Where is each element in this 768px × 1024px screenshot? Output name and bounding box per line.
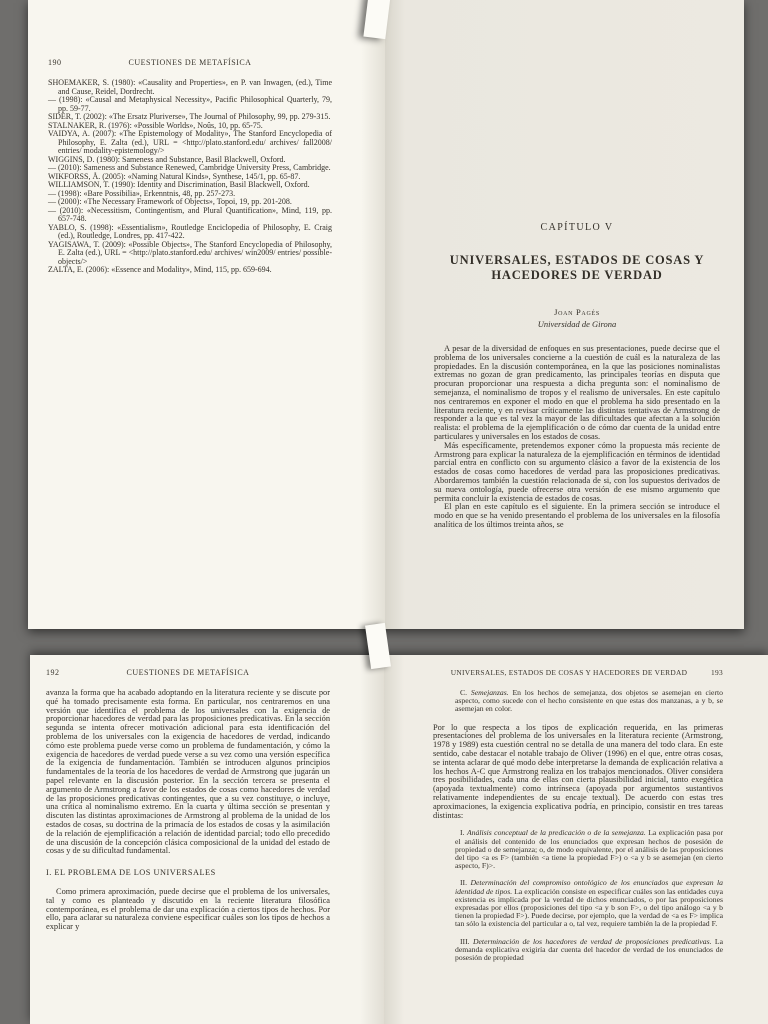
running-head-title: CUESTIONES DE METAFÍSICA: [126, 668, 250, 677]
chapter-title: UNIVERSALES, ESTADOS DE COSAS Y HACEDORES DE VERDAD: [449, 253, 705, 282]
running-head-193: [433, 668, 723, 677]
reference-entry: WILLIAMSON, T. (1990): Identity and Discrimination, Basil Blackwell, Oxford.: [48, 180, 310, 189]
page-number-193: 193: [711, 668, 723, 677]
task-text: La explicación consiste en especificar cuáles son las entidades cuya existencia es implicada por la verdad de dichos enunciados, o por las proposiciones expresadas por ellos (proposiciones del tipo <a y b son F>, o del tipo análogo <a y b tienen la propiedad F>). Puede decirse, por ejemplo, que la verdad de <a es F> implica tan sólo la existencia del particular a o, tal vez, requiere también la de la propiedad F.: [455, 886, 723, 929]
task-text: La demanda explicativa exigiría dar cuenta del hacedor de verdad de los enunciados de posesión de propiedad: [455, 936, 723, 963]
page-spread-bottom: [30, 655, 768, 1024]
paragraph: El plan en este capítulo es el siguiente. En la primera sección se introduce el modo en que se ha venido presentando el problema de los universales en la filosofía analítica de los últimos treinta años, se: [434, 502, 720, 529]
task-number: II.: [460, 878, 468, 888]
reference-entry: ZALTA, E. (2006): «Essence and Modality», Mind, 115, pp. 659-694.: [48, 265, 272, 274]
page-192-body: [46, 689, 330, 932]
item-lead: Semejanzas.: [470, 688, 509, 697]
author-affiliation: Universidad de Girona: [537, 319, 617, 329]
reference-entry: — (1998): «Bare Possibilia», Erkenntnis, 48, pp. 257-273.: [48, 188, 236, 198]
reference-entry: YAGISAWA, T. (2009): «Possible Objects», The Stanford Encyclopedia of Philosophy, E. Zalta (ed.), URL = <http://plato.stanford.edu/ archives/ win2009/ entries/ possible-objects/>: [48, 239, 332, 266]
running-head-title: UNIVERSALES, ESTADOS DE COSAS Y HACEDORES DE VERDAD: [450, 668, 688, 677]
page-number-190: 190: [48, 58, 62, 67]
author-name: Joan Pagés: [554, 307, 600, 317]
item-text: En los hechos de semejanza, dos objetos se asemejan en cierto aspecto, como sucede con el hecho consistente en que estas dos manzanas, a y b, se asemejan en color.: [455, 688, 724, 714]
running-head-title: CUESTIONES DE METAFÍSICA: [128, 58, 252, 67]
page-193: [384, 655, 768, 1024]
task-text: La explicación pasa por el análisis del contenido de los enunciados que expresan hechos de posesión de propiedad o de semejanza; o, de modo equivalente, por el análisis de las proposiciones del tipo <a es F> (también <a tiene la propiedad F>) o <a y b se asemejan (en cierto aspecto, F)>.: [455, 828, 724, 871]
reference-entry: VAIDYA, A. (2007): «The Epistemology of Modality», The Stanford Encyclopedia of Philosophy, E. Zalta (ed.), URL = <http://plato.stanford.edu/ archives/ fall2008/ entries/ modality-epistemology/>: [48, 129, 332, 155]
reference-entry: — (2010): Sameness and Substance Renewed, Cambridge University Press, Cambridge.: [48, 163, 331, 172]
running-head-192: [46, 668, 330, 677]
section-heading: I. EL PROBLEMA DE LOS UNIVERSALES: [46, 868, 216, 878]
page-191: [385, 0, 744, 629]
paragraph: Como primera aproximación, puede decirse que el problema de los universales, tal y como es planteado y discutido en la reciente literatura filosófica contemporánea, es el problema de dar una explicación a ciertos tipos de hechos. Por ello, para aclarar su naturaleza conviene especificar cuáles son los tipos de hechos a explicar y: [46, 886, 330, 932]
paragraph: Por lo que respecta a los tipos de explicación requerida, en las primeras presentaciones del problema de los universales en la literatura reciente (Armstrong, 1978 y 1989) esta cuestión central no se detalla de una manera del todo clara. En este sentido, cabe destacar el notable trabajo de Oliver (1996) en el que, entre otras cosas, se intenta aclarar de qué modo debe interpretarse la demanda de explicación relativa a los hechos A-C que Armstrong realiza en los trabajos mencionados. Oliver considera tres posibilidades, cada una de ellas con cierta plausibilidad inicial, tanto exegética (apoyada textualmente) como intrínseca (apoyada por argumentos sustantivos relativamente independientes de su encaje textual). De acuerdo con estas tres aproximaciones, la exigencia explicativa podría, en principio, consistir en tres tareas distintas:: [433, 722, 723, 820]
reference-entry: YABLO, S. (1998): «Essentialism», Routledge Enciclopedia of Philosophy, E. Craig (ed.), Routledge, Londres, pp. 417-422.: [48, 222, 332, 240]
reference-entry: STALNAKER, R. (1976): «Possible Worlds», Noûs, 10, pp. 65-75.: [48, 120, 263, 130]
reference-entry: SIDER, T. (2002): «The Ersatz Pluriverse», The Journal of Philosophy, 99, pp. 279-315.: [48, 112, 331, 121]
chapter-label: CAPÍTULO V: [540, 222, 614, 233]
numbered-task-item: [445, 829, 723, 870]
reference-entry: — (1998): «Causal and Metaphysical Necessity», Pacific Philosophical Quarterly, 79, pp. 59-77.: [48, 95, 332, 113]
reference-entry: SHOEMAKER, S. (1980): «Causality and Properties», en P. van Inwagen, (ed.), Time and Cause, Reidel, Dordrecht.: [48, 78, 332, 96]
task-number: I.: [460, 828, 465, 838]
task-lead: Análisis conceptual de la predicación o de la semejanza.: [466, 828, 646, 838]
numbered-task-item: [445, 938, 723, 963]
page-190: [28, 0, 385, 629]
running-head-190: [48, 58, 332, 67]
item-number: C.: [460, 688, 468, 697]
reference-entry: WIGGINS, D. (1980): Sameness and Substance, Basil Blackwell, Oxford.: [48, 154, 286, 164]
reference-entry: — (2000): «The Necessary Framework of Objects», Topoi, 19, pp. 201-208.: [48, 197, 292, 206]
page-number-192: 192: [46, 668, 60, 677]
explanatory-tasks-list: [433, 829, 723, 962]
list-item-c-semejanzas: [445, 689, 723, 714]
paragraph: A pesar de la diversidad de enfoques en sus presentaciones, puede decirse que el problema de los universales concierne a la cuestión de cuál es la naturaleza de las propiedades. En la discusión contemporánea, en la que las posiciones nominalistas extremas no gozan de gran predicamento, las principales teorías en disputa que procuran proporcionar una respuesta a dicha pregunta son: el nominalismo de semejanza, el nominalismo de tropos y el realismo de universales. En este capítulo nos centraremos en exponer el modo en que el problema ha sido presentado en la literatura reciente, y en revisar críticamente las distintas tentativas de Armstrong de responder a la que es tal vez la mayor de las dificultades que afectan a la solución realista: el problema de la ejemplificación o de cómo dar cuenta de la unidad entre particulares y universales en los estados de cosas.: [434, 344, 720, 441]
task-lead: Determinación de los hacedores de verdad de proposiciones predicativas.: [472, 936, 712, 946]
task-number: III.: [460, 936, 470, 946]
paragraph-continuation: avanza la forma que ha acabado adoptando en la literatura reciente y se discute por qué ha tomado precisamente esta forma. En particular, nos centraremos en una versión que identifica el problema de los universales con la exigencia de proporcionar hacedores de verdad para las proposiciones predicativas. En la sección segunda se intenta ofrecer motivación adicional para esta identificación del problema de los universales con la exigencia de hacedores de verdad, indicando cómo este problema puede verse como un problema de fundamentación, y cómo la exigencia de hacedores de verdad puede verse a su vez como una versión específica de la exigencia de fundamentación. También se introducen algunos principios fundamentales de la teoría de los hacedores de verdad de Armstrong que jugarán un papel relevante en la discusión posterior. En la sección tercera se presenta el argumento de Armstrong a favor de los estados de cosas como hacedores de verdad de las proposiciones predicativas contingentes, que a su vez constituye, o incluye, una crítica al nominalismo extremo. En la cuarta y última sección se presentan y discuten las distintas aproximaciones de Armstrong al problema de la unidad de los estados de cosas, su doctrina de la primacía de los estados de cosas y la asimilación de la relación de ejemplificación a relación de identidad parcial; todo ello precedido de una discusión de la concepción clásica composicional de la unidad del estado de cosas y de su dificultad fundamental.: [46, 688, 330, 856]
chapter-intro: [434, 345, 720, 530]
task-lead: Determinación del compromiso ontológico de los enunciados que expresan la identidad de tipos.: [455, 878, 723, 896]
page-192: [30, 655, 384, 1024]
bibliography-list: [48, 79, 332, 275]
numbered-task-item: [445, 879, 723, 928]
paragraph: Más específicamente, pretendemos exponer cómo la propuesta más reciente de Armstrong para explicar la naturaleza de la ejemplificación en términos de identidad parcial entra en conflicto con su argumento clásico a favor de la existencia de los estados de cosas como hacedores de verdad para las proposiciones predicativas. Abordaremos también la cuestión relacionada de si, con los supuestos derivados de su nueva ontología, puede ofrecerse otra versión de ese mismo argumento que permita concluir la existencia de estados de cosas.: [434, 440, 720, 503]
page-spread-top: [28, 0, 744, 629]
reference-entry: WIKFORSS, Å. (2005): «Naming Natural Kinds», Synthese, 145/1, pp. 65-87.: [48, 171, 301, 181]
reference-entry: — (2010): «Necessitism, Contingentism, and Plural Quantification», Mind, 119, pp. 657-748.: [48, 205, 332, 223]
